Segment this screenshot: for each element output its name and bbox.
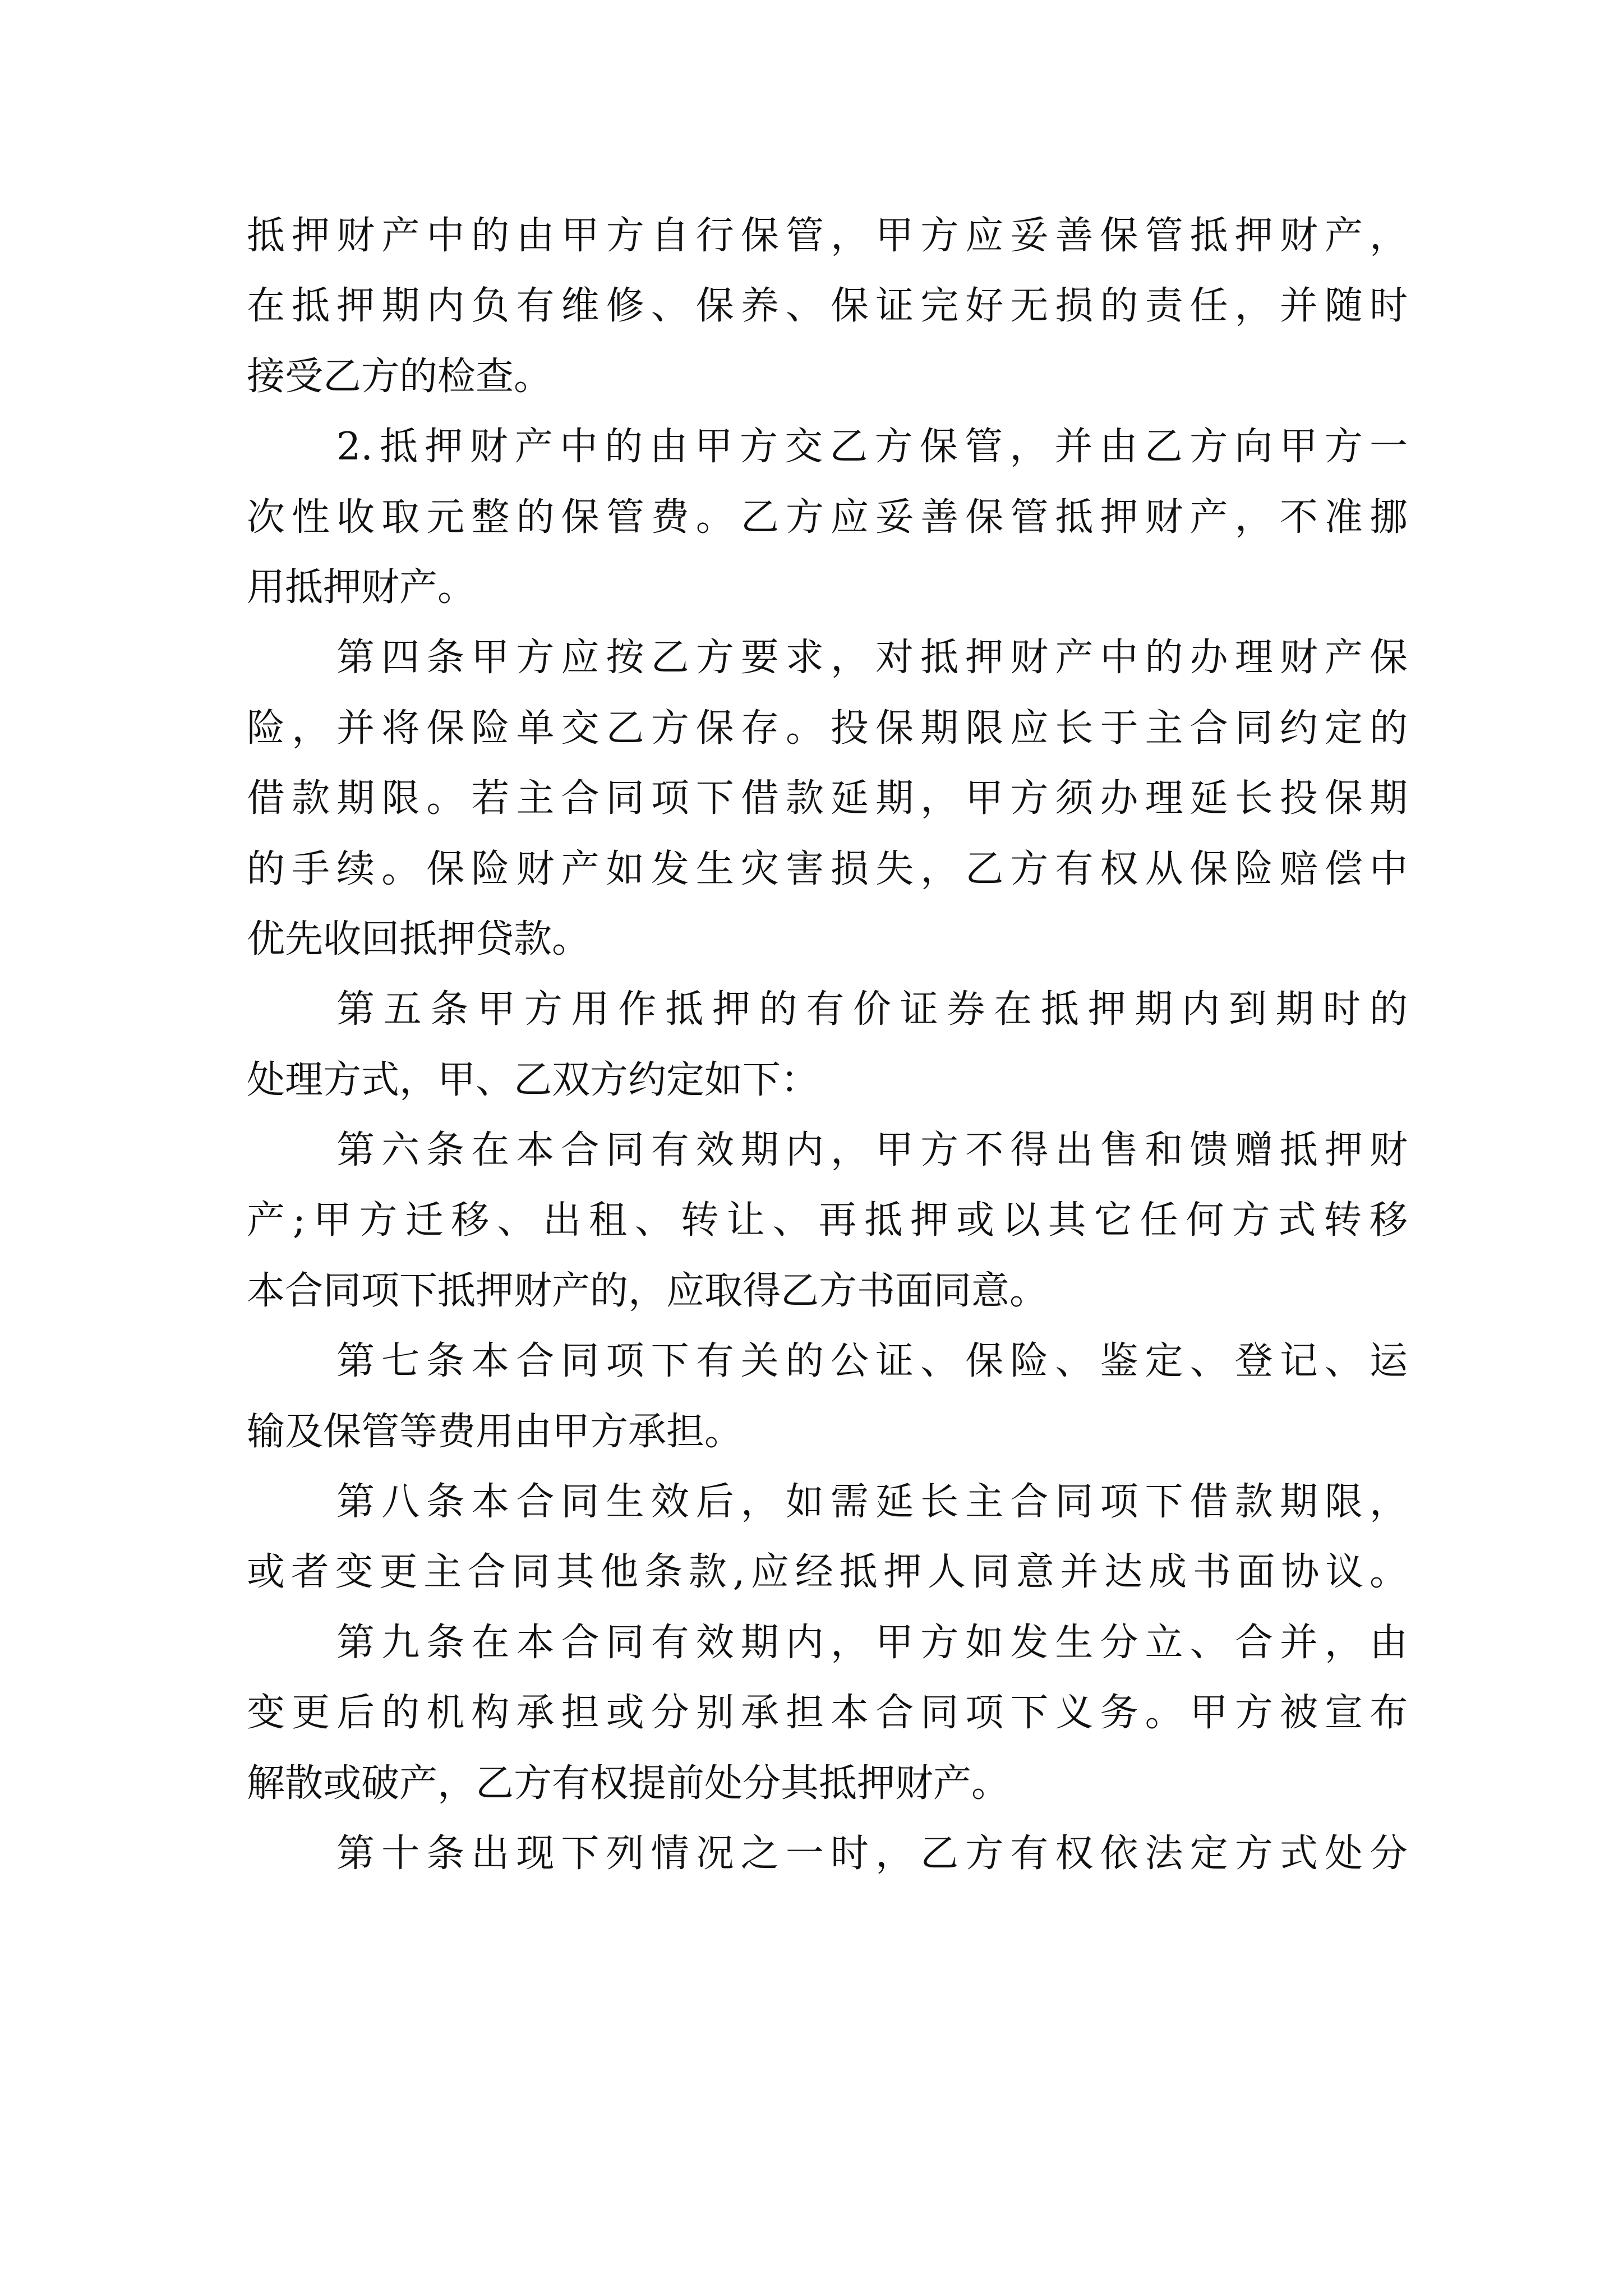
paragraph-start-line: 第七条本合同项下有关的公证、保险、鉴定、登记、运	[336, 1339, 1408, 1384]
text-line: 优先收回抵押贷款。	[247, 917, 591, 961]
text-line: 在抵押期内负有维修、保养、保证完好无损的责任，并随时	[247, 284, 1408, 329]
text-line: 抵押财产中的由甲方自行保管，甲方应妥善保管抵押财产，	[247, 214, 1408, 258]
text-line: 借款期限。若主合同项下借款延期，甲方须办理延长投保期	[247, 776, 1408, 821]
paragraph-start-line: 2.抵押财产中的由甲方交乙方保管，并由乙方向甲方一	[336, 425, 1408, 470]
text-line: 次性收取元整的保管费。乙方应妥善保管抵押财产，不准挪	[247, 495, 1408, 540]
text-line: 险，并将保险单交乙方保存。投保期限应长于主合同约定的	[247, 706, 1408, 751]
paragraph-start-line: 第五条甲方用作抵押的有价证券在抵押期内到期时的	[336, 987, 1408, 1032]
text-line: 产;甲方迁移、出租、转让、再抵押或以其它任何方式转移	[247, 1198, 1408, 1243]
paragraph-start-line: 第十条出现下列情况之一时，乙方有权依法定方式处分	[336, 1831, 1408, 1876]
text-line: 接受乙方的检查。	[247, 354, 552, 399]
text-line: 处理方式，甲、乙双方约定如下：	[247, 1057, 819, 1102]
paragraph-start-line: 第四条甲方应按乙方要求，对抵押财产中的办理财产保	[336, 636, 1408, 680]
text-line: 输及保管等费用由甲方承担。	[247, 1409, 743, 1454]
paragraph-start-line: 第八条本合同生效后，如需延长主合同项下借款期限，	[336, 1480, 1408, 1525]
text-line: 变更后的机构承担或分别承担本合同项下义务。甲方被宣布	[247, 1691, 1408, 1736]
text-line: 解散或破产，乙方有权提前处分其抵押财产。	[247, 1761, 1010, 1806]
text-line: 用抵押财产。	[247, 565, 476, 610]
contract-text-body	[247, 201, 1408, 1889]
text-line: 的手续。保险财产如发生灾害损失，乙方有权从保险赔偿中	[247, 846, 1408, 891]
paragraph-start-line: 第六条在本合同有效期内，甲方不得出售和馈赠抵押财	[336, 1128, 1408, 1173]
text-line: 本合同项下抵押财产的，应取得乙方书面同意。	[247, 1268, 1048, 1313]
text-line: 或者变更主合同其他条款,应经抵押人同意并达成书面协议。	[247, 1550, 1408, 1595]
paragraph-start-line: 第九条在本合同有效期内，甲方如发生分立、合并，由	[336, 1620, 1408, 1665]
